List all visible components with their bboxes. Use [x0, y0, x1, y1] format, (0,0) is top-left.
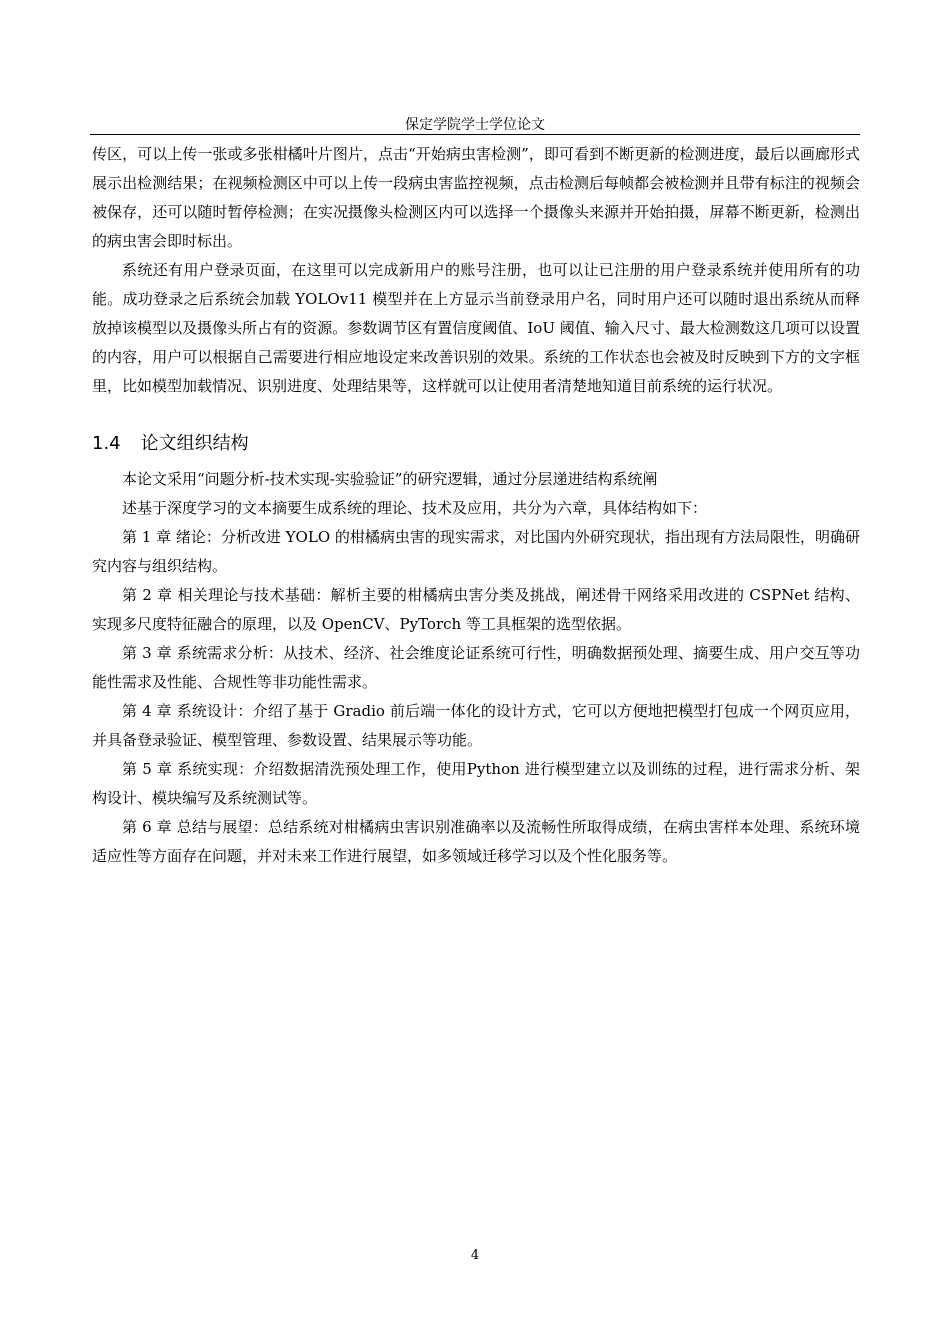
page-body — [92, 140, 860, 871]
paragraph-chapter-1: 第 1 章 绪论：分析改进 YOLO 的柑橘病虫害的现实需求，对比国内外研究现状，指出现有方法局限性，明确研究内容与组织结构。 — [92, 528, 860, 575]
header-divider — [90, 134, 860, 135]
paragraph-login-system: 系统还有用户登录页面，在这里可以完成新用户的账号注册，也可以让已注册的用户登录系统并使用所有的功能。成功登录之后系统会加载 YOLOv11 模型并在上方显示当前登录用户名，同时用户还可以随时退出系统从而释放掉该模型以及摄像头所占有的资源。参数调节区有置信度阈值、IoU 阈值、输入尺寸、最大检测数这几项可以设置的内容，用户可以根据自己需要进行相应地设定来改善识别的效果。系统的工作状态也会被及时反映到下方的文字框里，比如模型加载情况、识别进度、处理结果等，这样就可以让使用者清楚地知道目前系统的运行状况。 — [92, 261, 860, 395]
paragraph-chapter-6: 第 6 章 总结与展望：总结系统对柑橘病虫害识别准确率以及流畅性所取得成绩，在病虫害样本处理、系统环境适应性等方面存在问题，并对未来工作进行展望，如多领域迁移学习以及个性化服务等。 — [92, 818, 860, 865]
paragraph-chapter-2: 第 2 章 相关理论与技术基础：解析主要的柑橘病虫害分类及挑战，阐述骨干网络采用改进的 CSPNet 结构、实现多尺度特征融合的原理，以及 OpenCV、PyTorch 等工具框架的选型依据。 — [92, 586, 860, 633]
running-header-title: 保定学院学士学位论文 — [405, 117, 545, 133]
paragraph-chapter-4: 第 4 章 系统设计：介绍了基于 Gradio 前后端一体化的设计方式，它可以方便地把模型打包成一个网页应用，并具备登录验证、模型管理、参数设置、结果展示等功能。 — [92, 702, 860, 749]
paragraph-continued: 传区，可以上传一张或多张柑橘叶片图片，点击“开始病虫害检测”，即可看到不断更新的检测进度，最后以画廊形式展示出检测结果；在视频检测区中可以上传一段病虫害监控视频，点击检测后每帧都会被检测并且带有标注的视频会被保存，还可以随时暂停检测；在实况摄像头检测区内可以选择一个摄像头来源并开始拍摄，屏幕不断更新，检测出的病虫害会即时标出。 — [92, 145, 860, 250]
section-heading — [92, 429, 860, 459]
page-number: 4 — [470, 1248, 480, 1263]
section-number: 1.4 — [92, 433, 121, 454]
paragraph-chapter-3: 第 3 章 系统需求分析：从技术、经济、社会维度论证系统可行性，明确数据预处理、摘要生成、用户交互等功能性需求及性能、合规性等非功能性需求。 — [92, 644, 860, 691]
paragraph-intro: 本论文采用“问题分析-技术实现-实验验证”的研究逻辑，通过分层递进结构系统阐 — [122, 470, 658, 488]
paragraph-intro-continued: 述基于深度学习的文本摘要生成系统的理论、技术及应用，共分为六章，具体结构如下： — [122, 499, 708, 517]
paragraph-chapter-5: 第 5 章 系统实现：介绍数据清洗预处理工作，使用Python 进行模型建立以及训练的过程，进行需求分析、架构设计、模块编写及系统测试等。 — [92, 760, 860, 807]
section-title: 论文组织结构 — [140, 433, 249, 454]
